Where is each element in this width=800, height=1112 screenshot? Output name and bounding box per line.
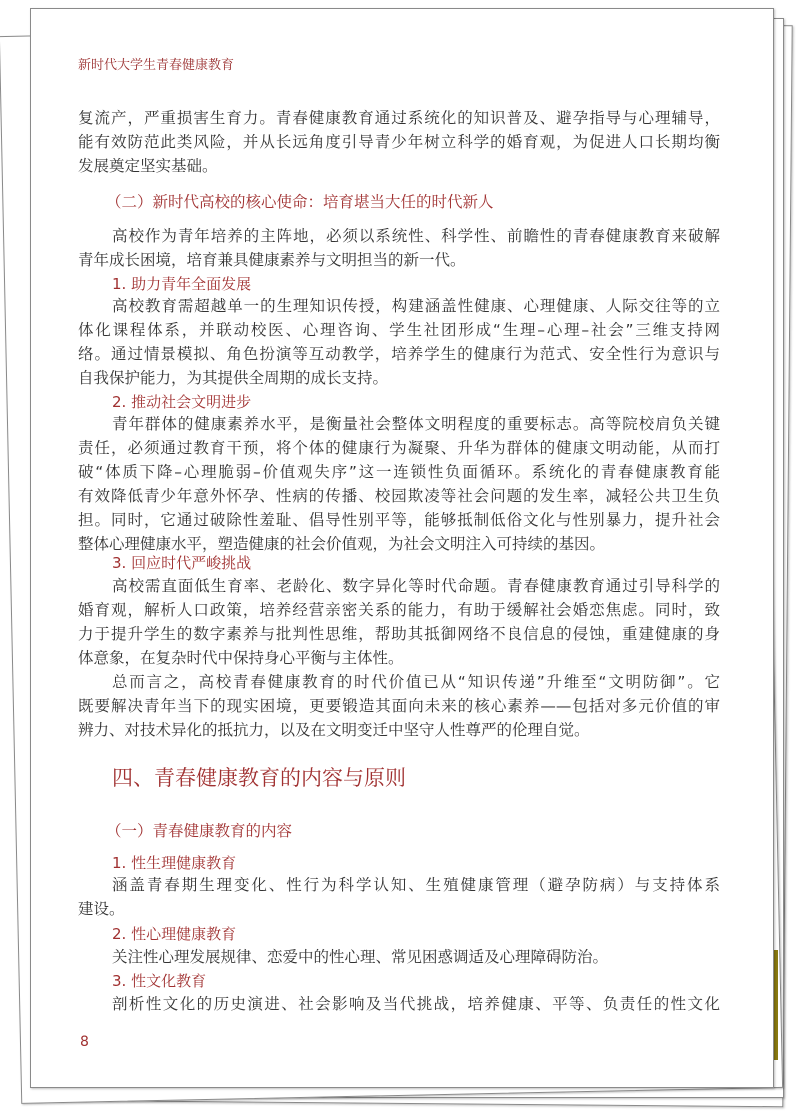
paragraph-line: 能有效防范此类风险，并从长远角度引导青少年树立科学的婚育观，为促进人口长期均衡: [78, 133, 720, 151]
paragraph-line: 体化课程体系，并联动校医、心理咨询、学生社团形成“生理–心理–社会”三维支持网: [78, 321, 720, 339]
paragraph-line: 关注性心理发展规律、恋爱中的性心理、常见困惑调适及心理障碍防治。: [112, 948, 609, 966]
item-heading: 3. 性文化教育: [112, 972, 207, 990]
paragraph-line: 发展奠定坚实基础。: [78, 157, 218, 175]
paragraph-line: 辨力、对技术异化的抵抗力，以及在文明变迁中坚守人性尊严的伦理自觉。: [78, 721, 590, 739]
paragraph-line: 络。通过情景模拟、角色扮演等互动教学，培养学生的健康行为范式、安全性行为意识与: [78, 345, 720, 363]
paragraph-line: 破“体质下降–心理脆弱–价值观失序”这一连锁性负面循环。系统化的青春健康教育能: [78, 463, 720, 481]
item-heading: 1. 助力青年全面发展: [112, 275, 252, 293]
item-heading: 3. 回应时代严峻挑战: [112, 554, 252, 572]
paragraph-line: 青年群体的健康素养水平，是衡量社会整体文明程度的重要标志。高等院校肩负关键: [112, 415, 720, 433]
paragraph-line: 既要解决青年当下的现实困境，更要锻造其面向未来的核心素养——包括对多元价值的审: [78, 697, 720, 715]
paragraph-line: 有效降低青少年意外怀孕、性病的传播、校园欺凌等社会问题的发生率，减轻公共卫生负: [78, 487, 720, 505]
paragraph-line: 力于提升学生的数字素养与批判性思维，帮助其抵御网络不良信息的侵蚀，重建健康的身: [78, 625, 720, 643]
paragraph-line: 青年成长困境，培育兼具健康素养与文明担当的新一代。: [78, 251, 466, 269]
paragraph-line: 担。同时，它通过破除性羞耻、倡导性别平等，能够抵制低俗文化与性别暴力，提升社会: [78, 511, 720, 529]
item-heading: 2. 性心理健康教育: [112, 925, 237, 943]
paragraph-line: 剖析性文化的历史演进、社会影响及当代挑战，培养健康、平等、负责任的性文化: [112, 995, 720, 1013]
running-header: 新时代大学生青春健康教育: [78, 58, 235, 73]
paragraph-line: 婚育观，解析人口政策，培养经营亲密关系的能力，有助于缓解社会婚恋焦虑。同时，致: [78, 601, 720, 619]
paragraph-line: 高校需直面低生育率、老龄化、数字异化等时代命题。青春健康教育通过引导科学的: [112, 577, 720, 595]
paragraph-line: 涵盖青春期生理变化、性行为科学认知、生殖健康管理（避孕防病）与支持体系: [112, 876, 720, 894]
paragraph-line: 复流产，严重损害生育力。青春健康教育通过系统化的知识普及、避孕指导与心理辅导，: [78, 109, 720, 127]
section-heading: 四、青春健康教育的内容与原则: [112, 766, 406, 790]
subsection-heading: （一）青春健康教育的内容: [106, 822, 293, 840]
paragraph-line: 高校作为青年培养的主阵地，必须以系统性、科学性、前瞻性的青春健康教育来破解: [112, 227, 720, 245]
paragraph-line: 高校教育需超越单一的生理知识传授，构建涵盖性健康、心理健康、人际交往等的立: [112, 297, 720, 315]
paragraph-line: 总而言之，高校青春健康教育的时代价值已从“知识传递”升维至“文明防御”。它: [112, 673, 720, 691]
item-heading: 1. 性生理健康教育: [112, 854, 237, 872]
subsection-heading: （二）新时代高校的核心使命：培育堪当大任的时代新人: [106, 193, 494, 211]
page-number: 8: [80, 1034, 89, 1050]
item-heading: 2. 推动社会文明进步: [112, 393, 252, 411]
paragraph-line: 责任，必须通过教育干预，将个体的健康行为凝聚、升华为群体的健康文明动能，从而打: [78, 439, 720, 457]
paragraph-line: 建设。: [78, 900, 125, 918]
paragraph-line: 自我保护能力，为其提供全周期的成长支持。: [78, 369, 389, 387]
paragraph-line: 整体心理健康水平，塑造健康的社会价值观，为社会文明注入可持续的基因。: [78, 535, 606, 553]
paragraph-line: 体意象，在复杂时代中保持身心平衡与主体性。: [78, 649, 404, 667]
